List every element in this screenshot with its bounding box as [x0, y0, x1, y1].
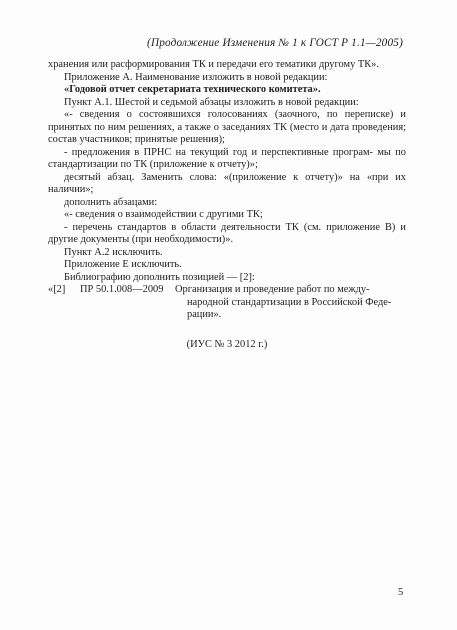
paragraph-appendix-a: Приложение А. Наименование изложить в новой редакции:	[64, 71, 328, 83]
paragraph-voting-info: «- сведения о состоявшихся голосованиях (заочного, по переписке) и принятых по ним решениях, а также о заседаниях ТК (место и дата проведения; состав участников; принятые решения);	[48, 109, 406, 145]
paragraph-bibliography: Библиографию дополнить позицией — [2]:	[64, 271, 255, 283]
ius-note: (ИУС № 3 2012 г.)	[186, 338, 268, 350]
bibliography-number: «[2]	[48, 284, 66, 295]
paragraph-proposals: - предложения в ПРНС на текущий год и перспективные програм- мы по стандартизации по ТК (приложение к отчету)»;	[48, 146, 406, 170]
bibliography-code: ПР 50.1.008—2009	[80, 284, 164, 295]
paragraph-item-a1: Пункт А.1. Шестой и седьмой абзацы изложить в новой редакции:	[64, 96, 359, 108]
paragraph-appendix-a-title: «Годовой отчет секретариата технического комитета».	[64, 84, 321, 95]
paragraph-appendix-e: Приложение Е исключить.	[64, 259, 182, 270]
bibliography-title-line: рации».	[187, 309, 222, 320]
paragraph-interaction: «- сведения о взаимодействии с другими ТК;	[64, 209, 263, 220]
paragraph-item-a2: Пункт А.2 исключить.	[64, 246, 163, 258]
bibliography-title-line: Организация и проведение работ по между-	[175, 284, 370, 295]
paragraph-tenth: десятый абзац. Заменить слова: «(приложение к отчету)» на «при их наличии»;	[48, 171, 406, 195]
bibliography-title-line: народной стандартизации в Российской Феде-	[187, 296, 392, 308]
paragraph-continuation: хранения или расформирования ТК и передачи его тематики другому ТК».	[48, 59, 379, 70]
bibliography-entry	[48, 284, 406, 322]
page-header: (Продолжение Изменения № 1 к ГОСТ Р 1.1—2005)	[147, 37, 403, 49]
document-body	[48, 59, 406, 351]
paragraph-add: дополнить абзацами:	[64, 196, 158, 208]
page-number: 5	[398, 587, 404, 598]
bibliography-title	[175, 284, 406, 322]
paragraph-standards-list: - перечень стандартов в области деятельности ТК (см. приложение В) и другие документы (при необходимости)».	[48, 221, 406, 245]
